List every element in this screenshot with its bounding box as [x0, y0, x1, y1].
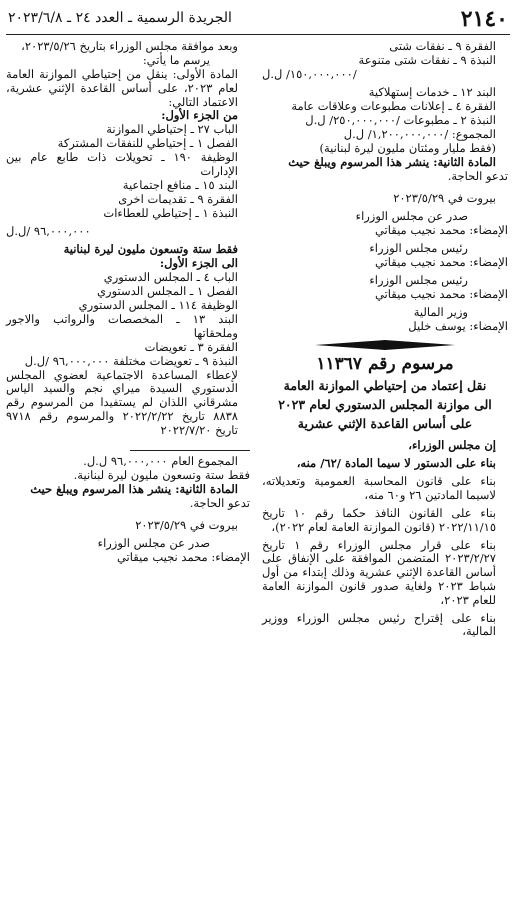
- place-date: بيروت في ٢٠٢٣/٥/٢٩: [393, 191, 496, 205]
- budget-line: الوظيفة ١٩٠ ـ تحويلات ذات طابع عام بين الإدارات: [6, 150, 238, 179]
- decree-subtitle: نقل إعتماد من إحتياطي الموازنة العامة: [283, 378, 487, 394]
- signature-line: الإمضاء: محمد نجيب ميقاتي: [116, 549, 250, 564]
- article-two: المادة الثانية: ينشر هذا المرسوم ويبلغ حيث: [30, 481, 238, 496]
- left-column: [6, 40, 250, 565]
- preamble-clause: بناء على قانون المحاسبة العمومية وتعديلاته، لاسيما المادتين ٢٦ و٦٠ منه،: [262, 474, 496, 503]
- amount-in-words: فقط ستة وتسعون مليون ليرة لبنانية: [63, 241, 238, 256]
- amount-line: ٩٦,٠٠٠,٠٠٠ /ل.ل: [6, 223, 91, 238]
- decree-title: مرسوم رقم ١١٣٦٧: [316, 354, 454, 374]
- article-two: المادة الثانية: ينشر هذا المرسوم ويبلغ حيث: [288, 155, 496, 169]
- budget-line: النبذة ٩ ـ تعويضات مختلفة ٩٦,٠٠٠,٠٠٠ /ل.ل: [24, 353, 238, 368]
- page-number: ٢١٤٠: [460, 6, 508, 32]
- text-line: البند ١٢ ـ خدمات إستهلاكية: [368, 85, 496, 99]
- budget-line: الباب ٤ ـ المجلس الدستوري: [103, 269, 238, 284]
- budget-line: الوظيفة ١١٤ ـ المجلس الدستوري: [78, 297, 238, 312]
- budget-line: البند ١٣ ـ المخصصات والرواتب والاجور وملحقاتها: [6, 311, 238, 340]
- official-title: رئيس مجلس الوزراء: [369, 241, 468, 255]
- preamble-clause: بناء على القانون النافذ حكما رقم ١٠ تاريخ ٢٠٢٢/١١/١٥ (قانون الموازنة العامة لعام ٢٠٢٢)،: [262, 505, 496, 534]
- total-line: المجموع: /١,٢٠٠,٠٠٠,٠٠٠/ ل.ل: [343, 127, 496, 141]
- section-divider: [315, 340, 455, 350]
- decree-subtitle: على أساس القاعدة الإثني عشرية: [297, 416, 473, 432]
- section-heading: من الجزء الأول:: [161, 108, 238, 123]
- text-line: النبذة ٢ ـ مطبوعات /٢٥٠,٠٠٠,٠٠٠/ ل.ل: [305, 113, 496, 127]
- journal-title: الجريدة الرسمية ـ العدد ٢٤ ـ ٢٠٢٣/٦/٨: [8, 10, 232, 26]
- budget-line: البند ١٥ ـ منافع اجتماعية: [122, 177, 238, 192]
- budget-line: الفقرة ٣ ـ تعويضات: [144, 339, 238, 354]
- official-title: رئيس مجلس الوزراء: [369, 273, 468, 287]
- signature-line: الإمضاء: محمد نجيب ميقاتي: [374, 255, 508, 269]
- budget-line: الفصل ١ ـ المجلس الدستوري: [97, 283, 238, 298]
- budget-line: الباب ٢٧ ـ إحتياطي الموازنة: [106, 122, 238, 137]
- preamble-opening: إن مجلس الوزراء،: [408, 438, 496, 453]
- decree-subtitle: الى موازنة المجلس الدستوري لعام ٢٠٢٣: [278, 397, 492, 413]
- section-heading: الى الجزء الأول:: [159, 255, 238, 270]
- budget-line: الفصل ١ ـ إحتياطي للنفقات المشتركة: [57, 136, 238, 151]
- total-rule: [130, 450, 250, 451]
- budget-line: النبذة ١ ـ إحتياطي للعطاءات: [103, 205, 238, 220]
- right-column: [262, 40, 508, 639]
- grand-total: المجموع العام ٩٦,٠٠٠,٠٠٠ ل.ل.: [83, 453, 238, 468]
- text-line: النبذة ٩ ـ نفقات شتى متنوعة: [358, 53, 496, 67]
- budget-line: الفقرة ٩ ـ تقديمات اخرى: [118, 191, 238, 206]
- issued-by: صدر عن مجلس الوزراء: [355, 209, 468, 223]
- signature-line: الإمضاء: محمد نجيب ميقاتي: [374, 287, 508, 301]
- issued-by: صدر عن مجلس الوزراء: [97, 535, 210, 550]
- signature-line: الإمضاء: محمد نجيب ميقاتي: [374, 223, 508, 237]
- preamble-clause: بناء على قرار مجلس الوزراء رقم ١ تاريخ ٢٠٢٣/٢/٢٧ المتضمن الموافقة على الإنفاق على أساس القاعدة الإثني عشرية وذلك إبتداء من أول شباط ٢٠٢٣ ولغاية صدور قانون الموازنة العامة للعام ٢٠٢٣،: [262, 537, 497, 607]
- signature-line: الإمضاء: يوسف خليل: [408, 319, 508, 333]
- text-line: وبعد موافقة مجلس الوزراء بتاريخ ٢٠٢٣/٥/٢٦،: [21, 39, 238, 53]
- official-title: وزير المالية: [413, 305, 468, 319]
- preamble-clause: بناء على إقتراح رئيس مجلس الوزراء ووزير المالية،: [262, 610, 496, 639]
- page-header: [6, 4, 510, 35]
- article-one: المادة الأولى: ينقل من إحتياطي الموازنة العامة لعام ٢٠٢٣، على أساس القاعدة الإثني عشرية، الاعتماد التالي:: [6, 67, 238, 109]
- purpose-text: لإعطاء المساعدة الاجتماعية لعضوي المجلس الدستوري السيدة ميراي نجم والسيد الياس مشرقاني اللذان لم يستفيدا من المرسوم رقم ٨٨٣٨ تاريخ ٢٠٢٢/٢/٢٢ والمرسوم رقم ٩٧١٨ تاريخ ٢٠٢٢/٧/٢٠: [6, 367, 238, 437]
- text-line: الفقرة ٩ ـ نفقات شتى: [389, 39, 496, 53]
- preamble-clause: بناء على الدستور لا سيما المادة /٦٢/ منه،: [296, 456, 496, 471]
- text-line: (فقط مليار ومئتان مليون ليرة لبنانية): [319, 141, 496, 155]
- place-date: بيروت في ٢٠٢٣/٥/٢٩: [135, 517, 238, 532]
- amount-in-words: فقط ستة وتسعون مليون ليرة لبنانية.: [73, 467, 250, 482]
- text-line: تدعو الحاجة.: [447, 169, 508, 183]
- text-line: تدعو الحاجة.: [189, 495, 250, 510]
- text-line: الفقرة ٤ ـ إعلانات مطبوعات وعلاقات عامة: [291, 99, 496, 113]
- amount-line: /١٥٠,٠٠٠,٠٠٠/ ل.ل: [262, 67, 357, 81]
- decree-formula: يرسم ما يأتي:: [142, 53, 210, 67]
